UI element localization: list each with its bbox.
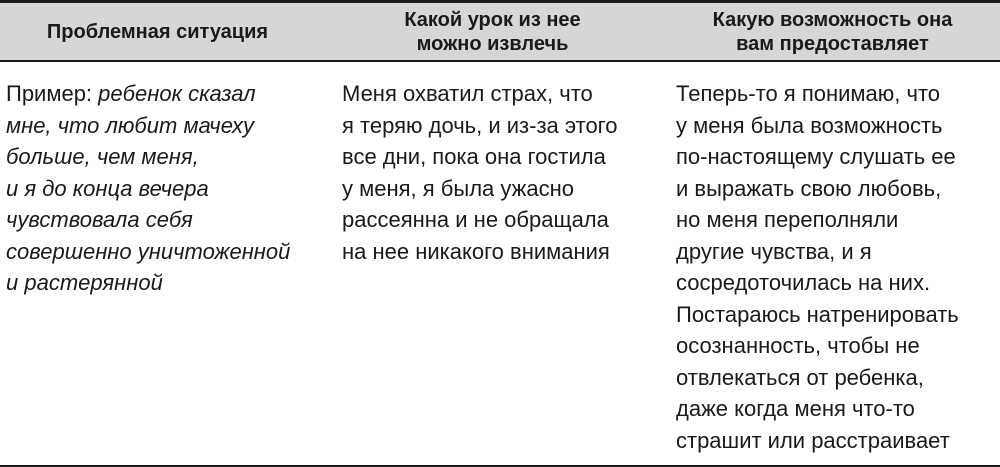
header-problem-situation: Проблемная ситуация	[46, 20, 269, 43]
example-prefix: Пример:	[6, 81, 99, 106]
cell-lesson: Меня охватил страх, что я теряю дочь, и из-за этого все дни, пока она гостила у меня, я была ужасно рассеянна и не обращала на нее никакого внимания	[342, 81, 618, 264]
header-lesson: Какой урок из нее можно извлечь	[404, 8, 581, 55]
example-text: ребенок сказал мне, что любит мачеху больше, чем меня, и я до конца вечера чувствовала себя совершенно уничтоженной и растерянной	[6, 81, 291, 295]
header-opportunity: Какую возможность она вам предоставляет	[712, 8, 953, 55]
cell-opportunity: Теперь-то я понимаю, что у меня была возможность по-настоящему слушать ее и выражать свою любовь, но меня переполняли другие чувства, и я сосредоточилась на них. Постараюсь натренировать осознанность, чтобы не отвлекаться от ребенка, даже когда меня что-то страшит или расстраивает	[676, 81, 959, 453]
table-header	[0, 0, 1000, 62]
cell-problem-situation	[6, 78, 324, 299]
